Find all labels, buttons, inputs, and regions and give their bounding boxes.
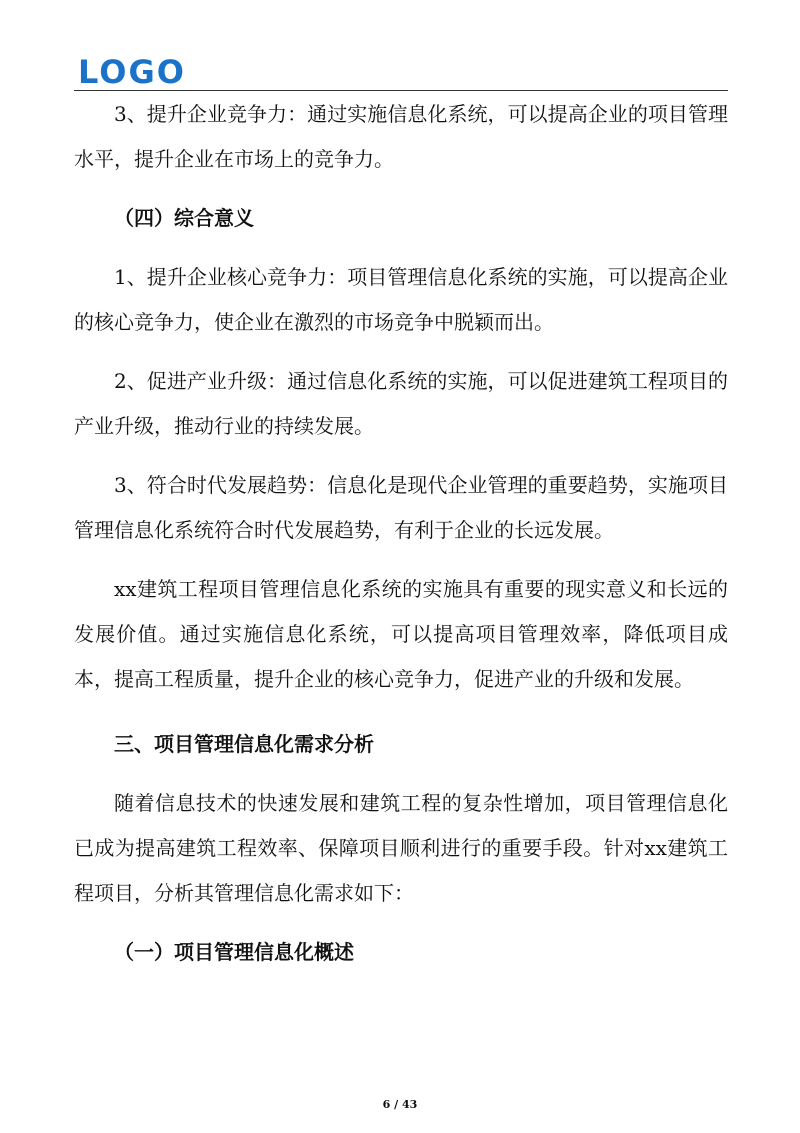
spacer	[74, 241, 728, 255]
paragraph-needs-intro: 随着信息技术的快速发展和建筑工程的复杂性增加，项目管理信息化已成为提高建筑工程效率、保障项目顺利进行的重要手段。针对xx建筑工程项目，分析其管理信息化需求如下：	[74, 791, 728, 905]
paragraph-core-competitiveness: 1、提升企业核心竞争力：项目管理信息化系统的实施，可以提高企业的核心竞争力，使企业在激烈的市场竞争中脱颖而出。	[74, 265, 728, 334]
document-body	[74, 92, 728, 975]
paragraph-competitiveness: 3、提升企业竞争力：通过实施信息化系统，可以提高企业的项目管理水平，提升企业在市场上的竞争力。	[74, 102, 728, 171]
paragraph-industry-upgrade: 2、促进产业升级：通过信息化系统的实施，可以促进建筑工程项目的产业升级，推动行业的持续发展。	[74, 369, 728, 438]
header-divider	[74, 90, 728, 91]
spacer	[74, 553, 728, 567]
spacer	[74, 345, 728, 359]
chapter-heading-needs-analysis: 三、项目管理信息化需求分析	[114, 732, 374, 756]
spacer	[74, 767, 728, 781]
spacer	[74, 702, 728, 722]
spacer	[74, 182, 728, 196]
page-header	[0, 0, 800, 92]
spacer	[74, 449, 728, 463]
page-number: 6 / 43	[382, 1098, 418, 1111]
paragraph-development-trend: 3、符合时代发展趋势：信息化是现代企业管理的重要趋势，实施项目管理信息化系统符合时代发展趋势，有利于企业的长远发展。	[74, 473, 728, 542]
section-heading-overview: （一）项目管理信息化概述	[114, 940, 354, 964]
logo: LOGO	[78, 53, 186, 91]
spacer	[74, 916, 728, 930]
paragraph-summary: xx建筑工程项目管理信息化系统的实施具有重要的现实意义和长远的发展价值。通过实施信息化系统，可以提高项目管理效率，降低项目成本，提高工程质量，提升企业的核心竞争力，促进产业的升级和发展。	[74, 577, 728, 691]
section-heading-comprehensive-significance: （四）综合意义	[114, 206, 254, 230]
